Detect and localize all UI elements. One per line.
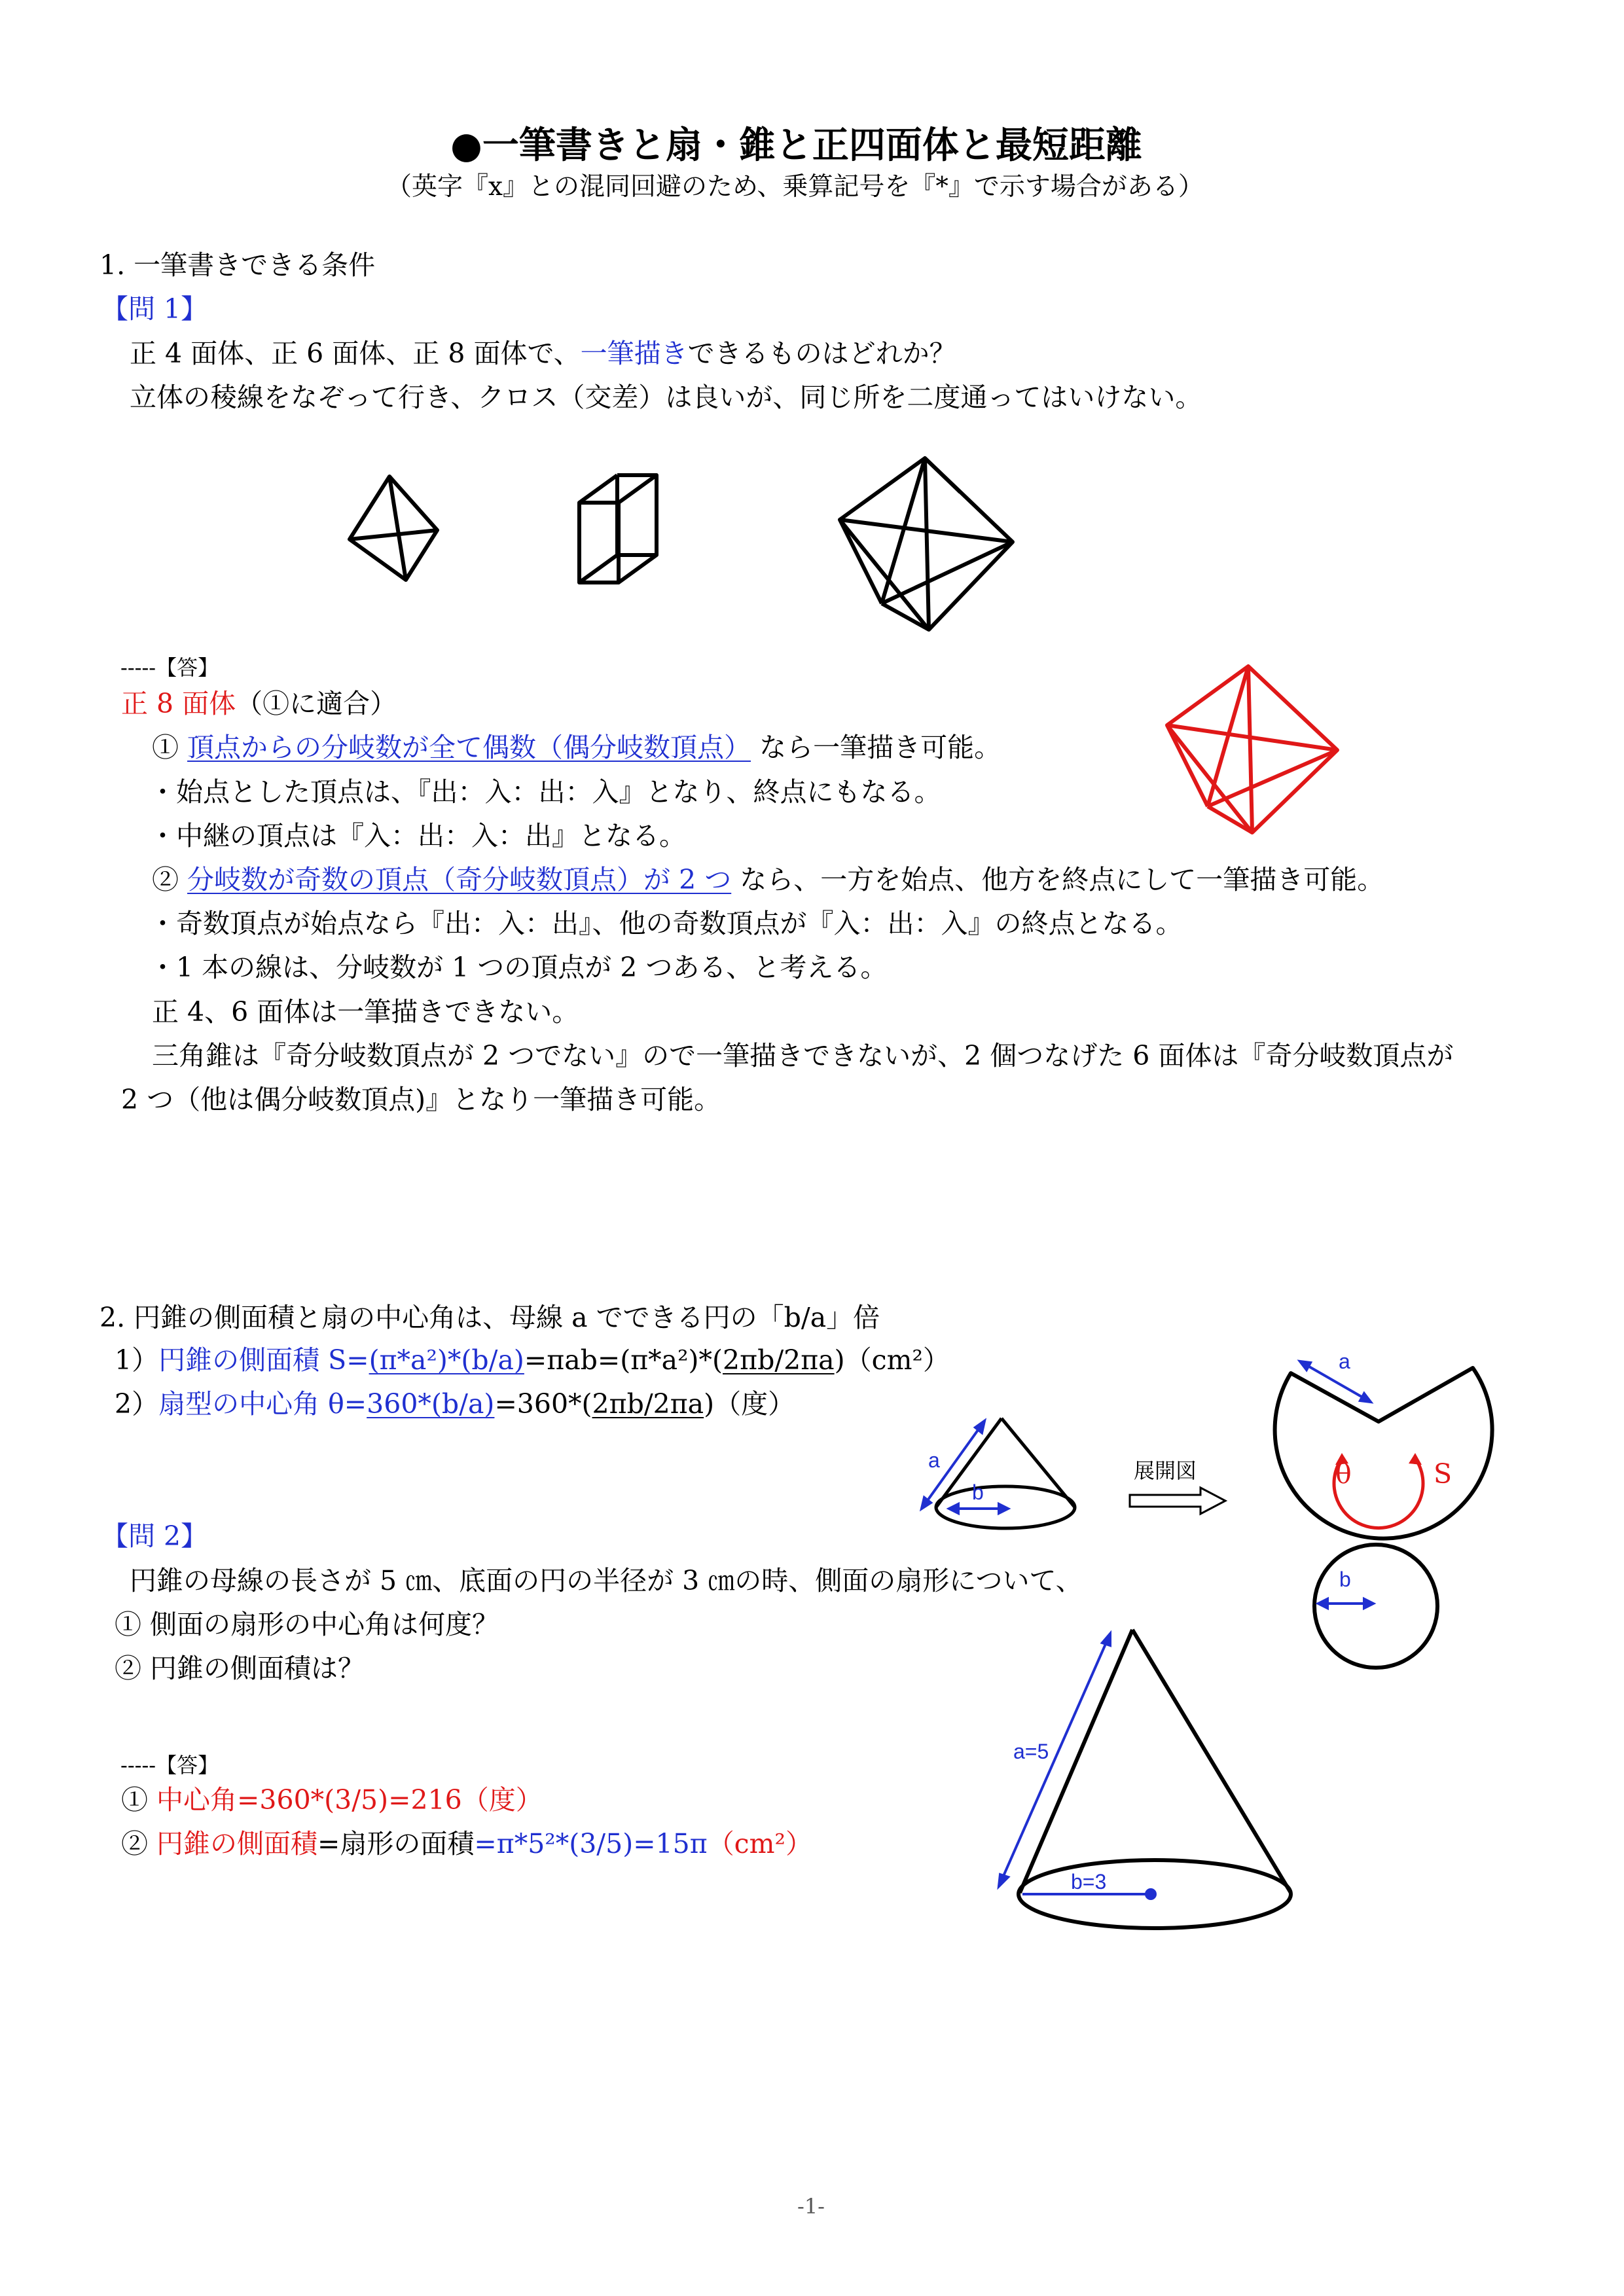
c2-rest: なら、一方を始点、他方を終点にして一筆描き可能。 xyxy=(740,864,1384,895)
bullet3: ・奇数頂点が始点なら『出：入：出』、他の奇数頂点が『入：出：入』の終点となる。 xyxy=(149,908,1183,939)
question1-line2: 立体の稜線をなぞって行き、クロス（交差）は良いが、同じ所を二度通ってはいけない。 xyxy=(130,382,1202,413)
c2-num: ② xyxy=(152,864,179,895)
question2-line1: 円錐の母線の長さが 5 ㎝、底面の円の半径が 3 ㎝の時、側面の扇形について、 xyxy=(130,1565,1083,1596)
sector-a-label: a xyxy=(1339,1350,1350,1373)
answer1-main xyxy=(121,688,397,719)
q1-keyword: 一筆描き xyxy=(580,338,688,369)
f1-underlined2: 2πb/2πa xyxy=(723,1344,835,1376)
unfold-arrow-icon xyxy=(1127,1484,1232,1517)
page-subtitle: （英字『x』との混同回避のため、乗算記号を『*』で示す場合がある） xyxy=(386,172,1204,202)
condition2 xyxy=(152,864,1384,895)
bullet4: ・1 本の線は、分岐数が 1 つの頂点が 2 つある、と考える。 xyxy=(149,952,888,983)
c1-rest: なら一筆描き可能。 xyxy=(759,732,1001,763)
q2-item1-num: ① xyxy=(115,1609,141,1640)
para3: 2 つ（他は偶分岐数頂点)』となり一筆描き可能。 xyxy=(121,1084,721,1115)
octahedron-figure xyxy=(835,453,1024,636)
answer2-item2 xyxy=(121,1828,812,1859)
cube-figure xyxy=(573,470,697,594)
a1-text: 中心角=360*(3/5)=216（度） xyxy=(156,1784,543,1816)
a2-red: 円錐の側面積 xyxy=(156,1828,318,1859)
c1-link: 頂点からの分岐数が全て偶数（偶分岐数頂点） xyxy=(187,732,751,763)
q1-text-c: できるものはどれか？ xyxy=(687,338,956,369)
question2-item1 xyxy=(115,1611,499,1638)
formula1 xyxy=(115,1344,950,1376)
f1-label: 円錐の側面積 S= xyxy=(158,1344,369,1376)
f2-end: )（度） xyxy=(704,1388,795,1420)
answer1-label: -----【答】 xyxy=(120,655,219,680)
answer2-item1 xyxy=(121,1784,543,1816)
question2-item2 xyxy=(115,1655,365,1682)
answer1-rest: （①に適合） xyxy=(236,688,397,719)
question1-label: 【問 1】 xyxy=(101,293,208,325)
big-cone-figure xyxy=(982,1617,1309,1957)
q2-item2-text: 円錐の側面積は？ xyxy=(150,1653,365,1684)
para2: 三角錐は『奇分岐数頂点が 2 つでない』ので一筆描きできないが、2 個つなげた 6 面体は『奇分岐数頂点が xyxy=(152,1040,1454,1071)
q2-item1-text: 側面の扇形の中心角は何度？ xyxy=(150,1609,499,1640)
big-cone-b-label: b=3 xyxy=(1071,1870,1107,1893)
question2-label: 【問 2】 xyxy=(101,1520,208,1552)
sector-S-label: S xyxy=(1434,1458,1453,1490)
question1-line1 xyxy=(130,340,956,367)
small-cone-b-label: b xyxy=(972,1480,984,1504)
big-cone-a-label: a=5 xyxy=(1013,1740,1049,1763)
q1-text-a: 正 4 面体、正 6 面体、正 8 面体で、 xyxy=(130,338,581,369)
formula2 xyxy=(115,1388,795,1420)
f2-mid: =360*( xyxy=(494,1388,592,1420)
circle-b-label: b xyxy=(1339,1568,1351,1591)
a2-blue: =π*5²*(3/5)=15π xyxy=(474,1828,708,1859)
a2-black: =扇形の面積 xyxy=(317,1828,475,1859)
bullet1: ・始点とした頂点は、『出：入：出：入』となり、終点にもなる。 xyxy=(149,776,941,808)
a2-red2: （cm²） xyxy=(707,1828,812,1859)
f2-num: 2） xyxy=(115,1388,159,1420)
tetrahedron-figure xyxy=(340,471,445,589)
section1-heading: 1. 一筆書きできる条件 xyxy=(99,249,376,281)
tenkai-label: 展開図 xyxy=(1134,1459,1197,1482)
page-number: -1- xyxy=(797,2194,825,2219)
answer2-label: -----【答】 xyxy=(120,1753,219,1778)
f1-underlined: (π*a²)*(b/a) xyxy=(369,1344,524,1376)
a1-num: ① xyxy=(121,1784,148,1816)
f1-end: )（cm²） xyxy=(834,1344,950,1376)
small-cone-a-label: a xyxy=(928,1448,940,1472)
para1: 正 4、6 面体は一筆描きできない。 xyxy=(152,996,579,1028)
sector-theta-label: θ xyxy=(1335,1458,1352,1490)
bullet2: ・中継の頂点は『入：出：入：出』となる。 xyxy=(149,820,686,852)
small-cone-figure xyxy=(910,1410,1087,1535)
f2-underlined: 360*(b/a) xyxy=(367,1388,495,1420)
q2-item2-num: ② xyxy=(115,1653,141,1684)
red-octahedron-figure xyxy=(1162,661,1345,838)
section2-heading: 2. 円錐の側面積と扇の中心角は、母線 a でできる円の「b/a」倍 xyxy=(99,1302,880,1333)
f2-label: 扇型の中心角 θ= xyxy=(158,1388,367,1420)
a2-num: ② xyxy=(121,1828,148,1859)
c1-num: ① xyxy=(152,732,179,763)
f1-num: 1） xyxy=(115,1344,159,1376)
answer1-red: 正 8 面体 xyxy=(121,688,236,719)
f1-mid: =πab=(π*a²)*( xyxy=(524,1344,723,1376)
f2-underlined2: 2πb/2πa xyxy=(592,1388,704,1420)
c2-link: 分岐数が奇数の頂点（奇分岐数頂点）が 2 つ xyxy=(187,864,732,895)
condition1 xyxy=(152,734,1001,761)
page-title: ●一筆書きと扇・錐と正四面体と最短距離 xyxy=(450,124,1142,167)
